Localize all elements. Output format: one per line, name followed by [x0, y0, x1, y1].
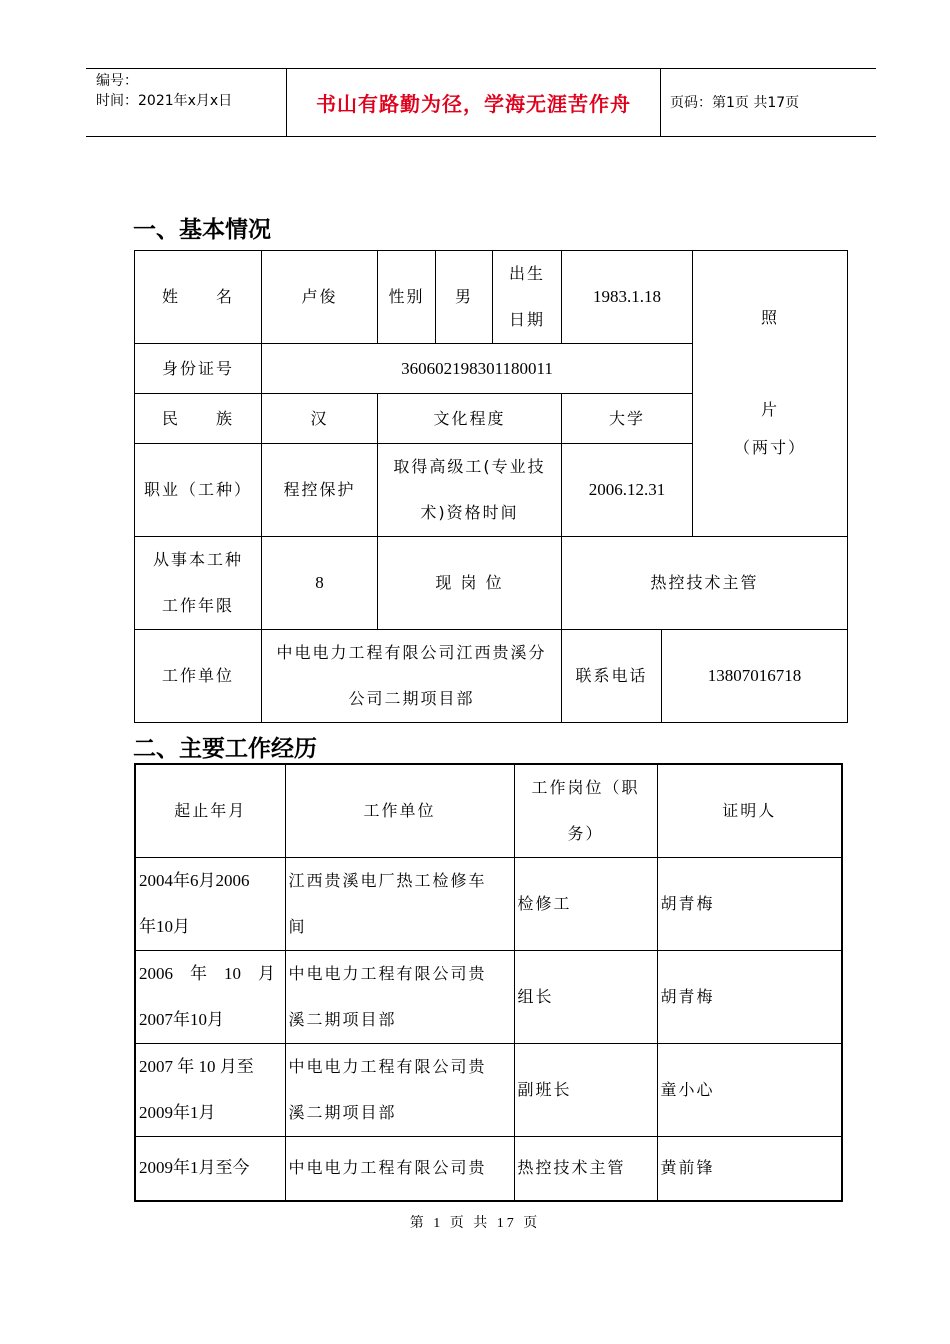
header-period: 起止年月 [135, 764, 285, 858]
table-row [135, 1137, 842, 1201]
qualification-date: 2006.12.31 [562, 444, 693, 537]
name-label: 姓 名 [135, 251, 262, 344]
section-title-work-history: 二、主要工作经历 [133, 735, 317, 762]
birth-label [493, 251, 562, 344]
birth-label-line1: 出生 [508, 264, 545, 283]
birth-label-line2: 日期 [508, 310, 545, 329]
header-divider-right [660, 68, 661, 136]
period-line2: 2007年10月 [139, 1010, 224, 1029]
unit-line2: 溪二期项目部 [288, 1103, 397, 1122]
table-row [135, 1044, 842, 1137]
basic-info-table [134, 250, 848, 723]
unit-line1: 江西贵溪电厂热工检修车 [288, 871, 487, 890]
education-label: 文化程度 [378, 394, 562, 444]
id-label: 身份证号 [135, 344, 262, 394]
page-counter: 页码：第1页 共17页 [670, 95, 800, 111]
page-footer: 第 1 页 共 17 页 [409, 1216, 541, 1231]
header-unit: 工作单位 [285, 764, 514, 858]
qualification-label-line2: 术)资格时间 [420, 503, 519, 522]
occupation-label: 职业（工种） [135, 444, 262, 537]
ethnic-value: 汉 [262, 394, 378, 444]
employer-value [262, 630, 562, 723]
work-history-table [134, 763, 843, 1202]
period-line1: 2007 年 10 月至 [139, 1057, 254, 1076]
work-years-value: 8 [262, 537, 378, 630]
unit-line2: 溪二期项目部 [288, 1010, 397, 1029]
ethnic-label: 民 族 [135, 394, 262, 444]
phone-label: 联系电话 [562, 630, 662, 723]
section-title-basic-info: 一、基本情况 [133, 216, 271, 243]
unit-line2: 间 [288, 917, 307, 936]
doc-number-label: 编号： [96, 73, 138, 89]
table-row [135, 858, 842, 951]
post-cell: 副班长 [514, 1044, 657, 1137]
unit-cell [285, 951, 514, 1044]
work-years-label [135, 537, 262, 630]
unit-cell [285, 1044, 514, 1137]
unit-line1: 中电电力工程有限公司贵 [288, 964, 487, 983]
employer-value-line2: 公司二期项目部 [348, 689, 475, 708]
photo-text-1: 照 [760, 307, 779, 327]
witness-cell: 胡青梅 [657, 858, 842, 951]
employer-label: 工作单位 [135, 630, 262, 723]
period-line2: 年10月 [139, 917, 190, 936]
period-cell: 2009年1月至今 [135, 1137, 285, 1201]
occupation-value: 程控保护 [262, 444, 378, 537]
header-post-line1: 工作岗位（职 [531, 778, 640, 797]
photo-text-2: 片 [760, 399, 779, 419]
period-cell [135, 951, 285, 1044]
witness-cell: 黄前锋 [657, 1137, 842, 1201]
header-witness: 证明人 [657, 764, 842, 858]
post-cell: 检修工 [514, 858, 657, 951]
qualification-label-line1: 取得高级工(专业技 [393, 457, 546, 476]
birth-value: 1983.1.18 [562, 251, 693, 344]
time-label: 时间：2021年x月x日 [96, 93, 233, 109]
period-line1: 2006 年 10 月 [139, 964, 275, 983]
header-bottom-rule [86, 136, 876, 137]
name-value: 卢俊 [262, 251, 378, 344]
phone-value: 13807016718 [662, 630, 848, 723]
current-post-label: 现 岗 位 [378, 537, 562, 630]
period-line2: 2009年1月 [139, 1103, 216, 1122]
motto-text: 书山有路勤为径，学海无涯苦作舟 [316, 91, 631, 116]
post-cell: 热控技术主管 [514, 1137, 657, 1201]
photo-box [693, 251, 848, 537]
table-row [135, 951, 842, 1044]
work-years-label-line2: 工作年限 [161, 596, 234, 615]
current-post-value: 热控技术主管 [562, 537, 848, 630]
post-cell: 组长 [514, 951, 657, 1044]
id-value: 360602198301180011 [262, 344, 693, 394]
unit-cell [285, 858, 514, 951]
period-line1: 2004年6月2006 [139, 871, 250, 890]
unit-cell: 中电电力工程有限公司贵 [285, 1137, 514, 1201]
witness-cell: 胡青梅 [657, 951, 842, 1044]
photo-text-3: （两寸） [733, 437, 806, 457]
header-post-line2: 务） [567, 824, 604, 843]
period-cell [135, 1044, 285, 1137]
work-years-label-line1: 从事本工种 [152, 550, 243, 569]
employer-value-line1: 中电电力工程有限公司江西贵溪分 [276, 643, 547, 662]
header-post [514, 764, 657, 858]
unit-line1: 中电电力工程有限公司贵 [288, 1057, 487, 1076]
education-value: 大学 [562, 394, 693, 444]
gender-value: 男 [436, 251, 493, 344]
period-cell [135, 858, 285, 951]
gender-label: 性别 [378, 251, 436, 344]
qualification-label [378, 444, 562, 537]
witness-cell: 童小心 [657, 1044, 842, 1137]
